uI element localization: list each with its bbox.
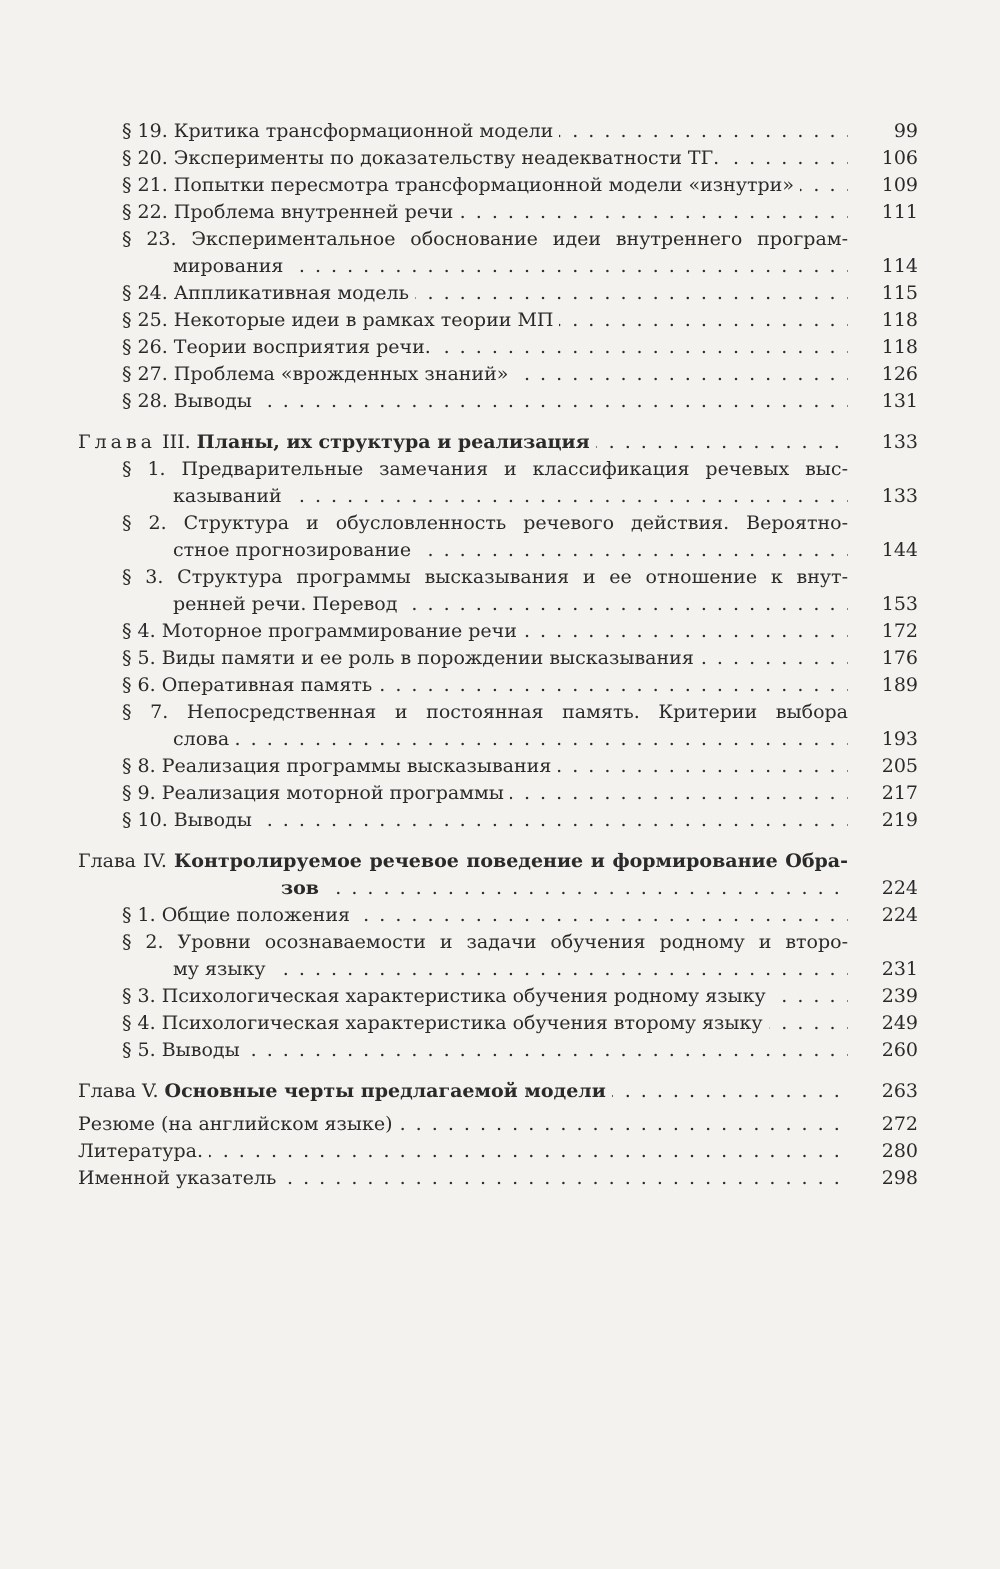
toc-entry-label: § 22. Проблема внутренней речи: [122, 201, 459, 223]
toc-back-matter-index[interactable]: [78, 1165, 918, 1192]
toc-entry-label: § 4. Моторное программирование речи: [122, 620, 523, 642]
toc-entry-label: § 23. Экспериментальное обоснование идеи внутреннего програм-: [122, 228, 848, 250]
toc-entry-label: § 28. Выводы: [122, 390, 258, 412]
toc-page-number: 280: [881, 1140, 918, 1162]
chapter-title: Планы, их структура и реализация: [196, 431, 590, 453]
toc-back-matter-resume[interactable]: [78, 1111, 918, 1138]
toc-entry-label: § 20. Эксперименты по доказательству неадекватности ТГ.: [122, 147, 725, 169]
chapter-prefix: Глава V.: [78, 1080, 159, 1102]
toc-entry[interactable]: [78, 902, 918, 929]
toc-page-number: 249: [881, 1012, 918, 1034]
toc-entry[interactable]: [78, 145, 918, 172]
toc-entry[interactable]: [78, 199, 918, 226]
toc-entry[interactable]: [78, 564, 918, 618]
toc-entry[interactable]: [78, 456, 918, 510]
toc-entry[interactable]: [78, 334, 918, 361]
toc-chapter-3[interactable]: [78, 429, 918, 456]
toc-entry-label: § 1. Предварительные замечания и классификация речевых выс-: [122, 458, 848, 480]
toc-entry[interactable]: [78, 307, 918, 334]
toc-entry-label: § 5. Виды памяти и ее роль в порождении высказывания: [122, 647, 700, 669]
toc-page-number: 272: [881, 1113, 918, 1135]
chapter-title-cont: зов: [78, 877, 325, 899]
toc-page-number: 231: [881, 958, 918, 980]
toc-page-number: 217: [881, 782, 918, 804]
toc-entry[interactable]: [78, 753, 918, 780]
toc-page-number: 172: [881, 620, 918, 642]
toc-entry[interactable]: [78, 807, 918, 834]
toc-page-number: 153: [881, 593, 918, 615]
toc-page-number: 298: [881, 1167, 918, 1189]
toc-page-number: 106: [881, 147, 918, 169]
toc-entry[interactable]: [78, 699, 918, 753]
toc-page-number: 114: [881, 255, 918, 277]
toc-entry-label: § 26. Теории восприятия речи.: [122, 336, 437, 358]
chapter-prefix: Глава IV.: [78, 850, 167, 872]
toc-entry[interactable]: [78, 361, 918, 388]
toc-entry-label-cont: стное прогнозирование: [122, 539, 417, 561]
toc-page-number: 176: [881, 647, 918, 669]
toc-entry[interactable]: [78, 1010, 918, 1037]
chapter-title: Контролируемое речевое поведение и формирование Обра-: [174, 850, 848, 872]
toc-entry[interactable]: [78, 118, 918, 145]
toc-entry-label: § 24. Аппликативная модель: [122, 282, 415, 304]
toc-entry-label: § 10. Выводы: [122, 809, 258, 831]
toc-entry-label: § 27. Проблема «врожденных знаний»: [122, 363, 514, 385]
toc-entry-label: Резюме (на английском языке): [78, 1113, 399, 1135]
toc-page-number: 263: [881, 1080, 918, 1102]
toc-page-number: 118: [881, 309, 918, 331]
toc-page-number: 133: [881, 431, 918, 453]
table-of-contents: [78, 118, 918, 1192]
toc-entry-label: § 6. Оперативная память: [122, 674, 378, 696]
toc-entry-label: § 3. Структура программы высказывания и ее отношение к внут-: [122, 566, 848, 588]
toc-entry-label-cont: мирования: [122, 255, 289, 277]
toc-page-number: 224: [881, 904, 918, 926]
toc-entry-label-cont: ренней речи. Перевод: [122, 593, 403, 615]
toc-back-matter-literature[interactable]: [78, 1138, 918, 1165]
toc-page-number: 144: [881, 539, 918, 561]
toc-entry-label: § 25. Некоторые идеи в рамках теории МП: [122, 309, 559, 331]
toc-page-number: 131: [881, 390, 918, 412]
toc-page-number: 111: [881, 201, 918, 223]
toc-page-number: 260: [881, 1039, 918, 1061]
toc-entry-label: § 3. Психологическая характеристика обучения родному языку: [122, 985, 772, 1007]
toc-entry-label-cont: слова: [122, 728, 235, 750]
toc-page-number: 115: [881, 282, 918, 304]
toc-entry[interactable]: [78, 388, 918, 415]
toc-chapter-4[interactable]: [78, 848, 918, 902]
chapter-title: Основные черты предлагаемой модели: [164, 1080, 606, 1102]
toc-entry[interactable]: [78, 618, 918, 645]
toc-entry-label: § 9. Реализация моторной программы: [122, 782, 510, 804]
toc-entry-label: § 2. Уровни осознаваемости и задачи обучения родному и второ-: [122, 931, 848, 953]
toc-page-number: 99: [893, 120, 918, 142]
toc-page-number: 118: [881, 336, 918, 358]
toc-entry-label-cont: казываний: [122, 485, 288, 507]
toc-entry-label: § 8. Реализация программы высказывания: [122, 755, 557, 777]
toc-page-number: 193: [881, 728, 918, 750]
toc-entry-label: § 2. Структура и обусловленность речевого действия. Вероятно-: [122, 512, 848, 534]
toc-entry[interactable]: [78, 645, 918, 672]
toc-page-number: 239: [881, 985, 918, 1007]
toc-entry[interactable]: [78, 983, 918, 1010]
toc-page-number: 109: [881, 174, 918, 196]
toc-entry[interactable]: [78, 226, 918, 280]
chapter-prefix: Глава: [78, 431, 157, 453]
toc-page-number: 126: [881, 363, 918, 385]
chapter-number: III.: [162, 431, 191, 453]
toc-entry[interactable]: [78, 280, 918, 307]
toc-entry[interactable]: [78, 929, 918, 983]
toc-entry-label: § 1. Общие положения: [122, 904, 356, 926]
toc-entry[interactable]: [78, 510, 918, 564]
toc-page-number: 133: [881, 485, 918, 507]
toc-page-number: 205: [881, 755, 918, 777]
toc-page-number: 224: [881, 877, 918, 899]
toc-entry-label: § 19. Критика трансформационной модели: [122, 120, 559, 142]
toc-entry-label: § 4. Психологическая характеристика обучения второму языку: [122, 1012, 769, 1034]
toc-page-number: 189: [881, 674, 918, 696]
toc-entry[interactable]: [78, 672, 918, 699]
toc-chapter-5[interactable]: [78, 1078, 918, 1105]
toc-entry-label: Именной указатель: [78, 1167, 282, 1189]
toc-entry[interactable]: [78, 780, 918, 807]
toc-entry-label: Литература.: [78, 1140, 209, 1162]
toc-entry-label: § 7. Непосредственная и постоянная память. Критерии выбора: [122, 701, 848, 723]
toc-entry[interactable]: [78, 1037, 918, 1064]
toc-entry-label: § 21. Попытки пересмотра трансформационной модели «изнутри»: [122, 174, 800, 196]
toc-entry-label-cont: му языку: [122, 958, 272, 980]
toc-entry[interactable]: [78, 172, 918, 199]
toc-page-number: 219: [881, 809, 918, 831]
toc-entry-label: § 5. Выводы: [122, 1039, 246, 1061]
